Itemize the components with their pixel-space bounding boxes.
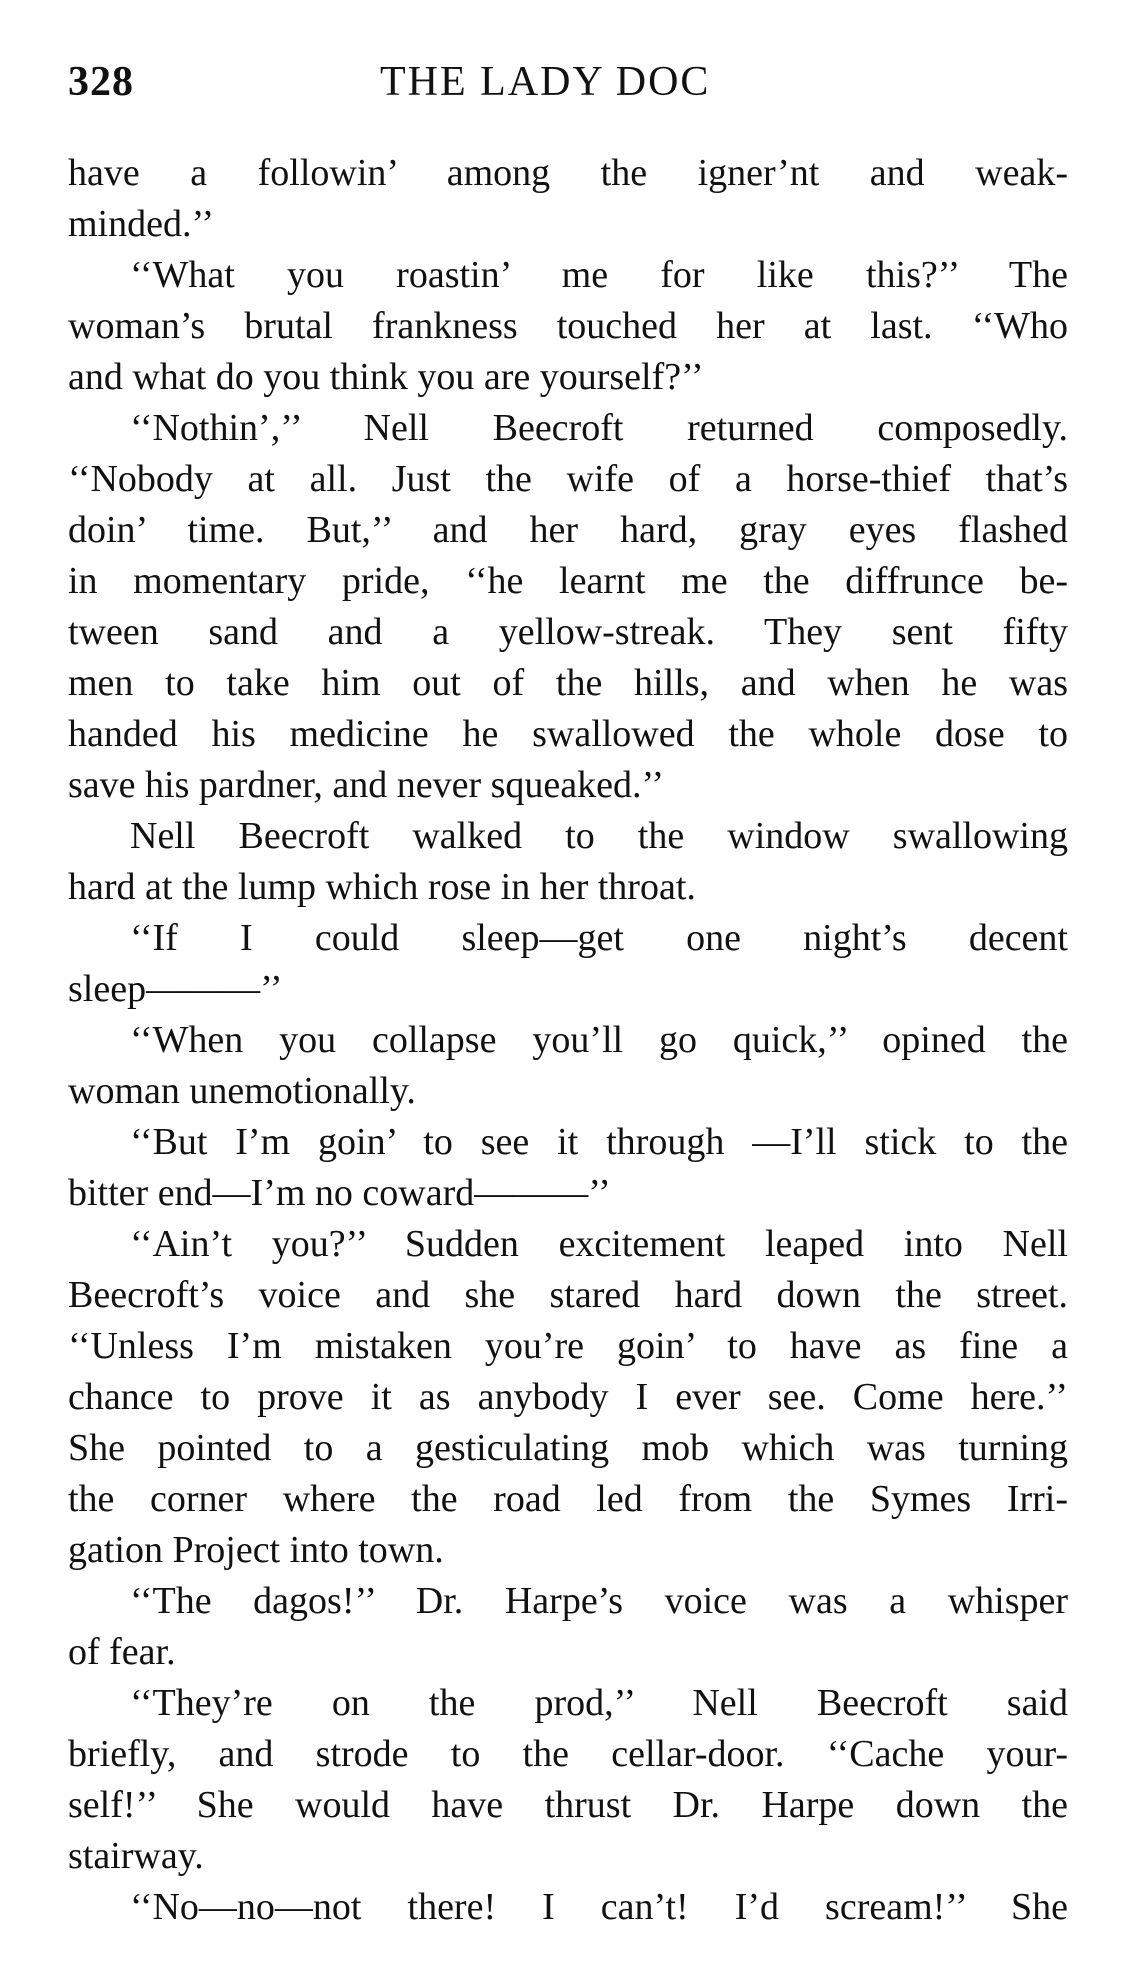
text-line: of fear. (68, 1631, 176, 1673)
page-number: 328 (68, 59, 134, 105)
text-line: save his pardner, and never squeaked.’’ (68, 764, 665, 806)
text-line: ‘‘Unless I’m mistaken you’re goin’ to have as fine a (68, 1325, 1068, 1367)
text-line: woman unemotionally. (68, 1070, 416, 1112)
text-line: handed his medicine he swallowed the whole dose to (68, 713, 1068, 755)
text-line: She pointed to a gesticulating mob which was turning (68, 1427, 1068, 1469)
text-line: stairway. (68, 1835, 204, 1877)
text-line: doin’ time. But,’’ and her hard, gray eyes flashed (68, 509, 1068, 551)
text-line: men to take him out of the hills, and when he was (68, 662, 1068, 704)
text-line: gation Project into town. (68, 1529, 444, 1571)
text-line: and what do you think you are yourself?’’ (68, 356, 704, 398)
text-line: ‘‘Nobody at all. Just the wife of a horse-thief that’s (68, 458, 1068, 500)
text-line: ‘‘Nothin’,’’ Nell Beecroft returned composedly. (130, 407, 1068, 449)
text-line: in momentary pride, ‘‘he learnt me the diffrunce be- (68, 560, 1068, 602)
text-line: ‘‘No—no—not there! I can’t! I’d scream!’’ She (130, 1886, 1068, 1928)
body-text (68, 148, 1068, 1933)
text-line: chance to prove it as anybody I ever see. Come here.’’ (68, 1376, 1068, 1418)
text-line: woman’s brutal frankness touched her at last. ‘‘Who (68, 305, 1068, 347)
text-line: tween sand and a yellow-streak. They sent fifty (68, 611, 1068, 653)
text-line: briefly, and strode to the cellar-door. ‘‘Cache your- (68, 1733, 1068, 1775)
text-line: have a followin’ among the igner’nt and weak- (68, 152, 1068, 194)
text-line: ‘‘Ain’t you?’’ Sudden excitement leaped into Nell (130, 1223, 1068, 1265)
text-line: hard at the lump which rose in her throat. (68, 866, 696, 908)
text-line: Nell Beecroft walked to the window swallowing (130, 815, 1068, 857)
text-line: ‘‘But I’m goin’ to see it through —I’ll stick to the (130, 1121, 1068, 1163)
text-line: ‘‘If I could sleep—get one night’s decent (130, 917, 1068, 959)
text-line: ‘‘They’re on the prod,’’ Nell Beecroft said (130, 1682, 1068, 1724)
text-line: sleep———’’ (68, 968, 283, 1010)
running-head: THE LADY DOC (380, 59, 711, 105)
page-header (68, 58, 1068, 118)
text-line: minded.’’ (68, 203, 214, 245)
text-line: ‘‘When you collapse you’ll go quick,’’ opined the (130, 1019, 1068, 1061)
text-line: self!’’ She would have thrust Dr. Harpe down the (68, 1784, 1068, 1826)
text-line: ‘‘What you roastin’ me for like this?’’ The (130, 254, 1068, 296)
text-line: Beecroft’s voice and she stared hard down the street. (68, 1274, 1068, 1316)
text-line: bitter end—I’m no coward———’’ (68, 1172, 611, 1214)
text-line: ‘‘The dagos!’’ Dr. Harpe’s voice was a whisper (130, 1580, 1068, 1622)
text-line: the corner where the road led from the Symes Irri- (68, 1478, 1068, 1520)
